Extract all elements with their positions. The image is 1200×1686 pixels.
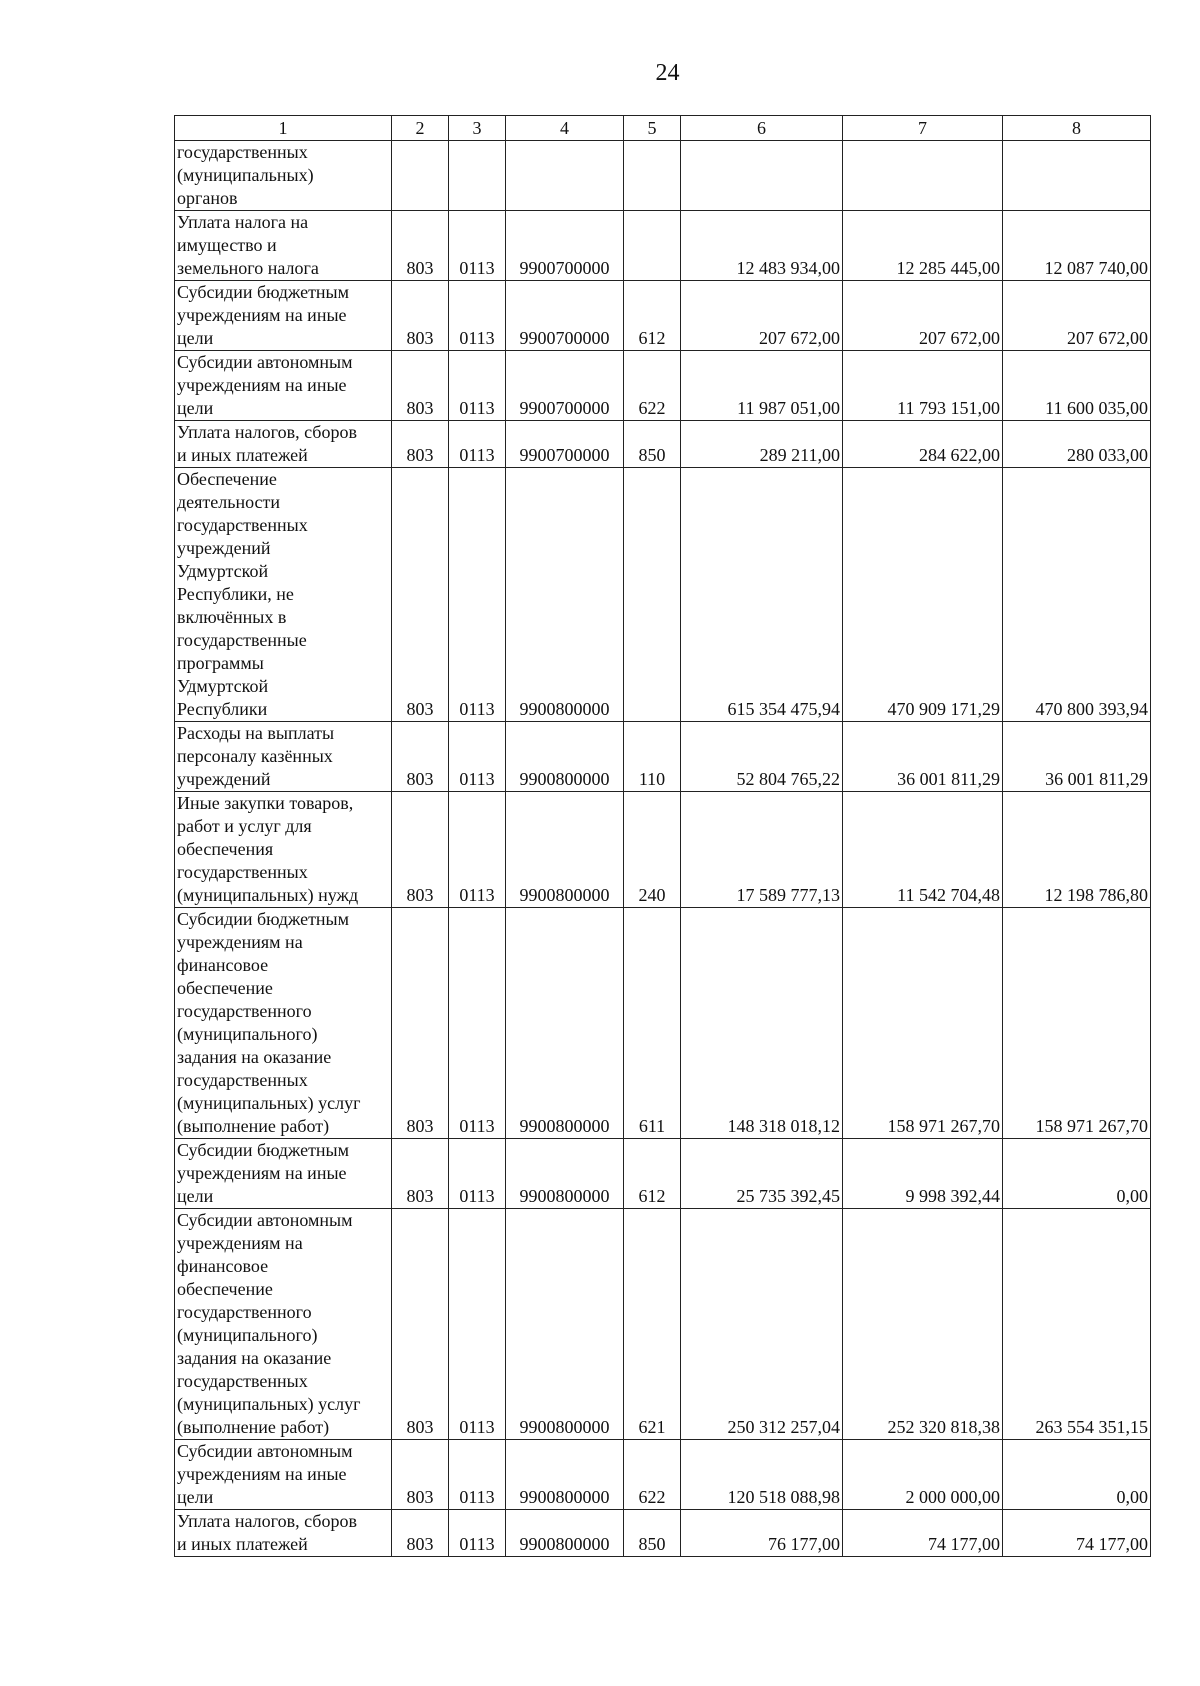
row-name-line: Удмуртской xyxy=(177,561,269,581)
row-name-line: деятельности xyxy=(177,492,281,512)
row-name-line: программы xyxy=(177,653,264,673)
row-name-line: органов xyxy=(177,188,238,208)
row-name-line: государственных xyxy=(177,1371,308,1391)
table-row xyxy=(175,468,1151,722)
column-header: 4 xyxy=(506,116,624,141)
row-name-line: цели xyxy=(177,398,214,418)
amount-col8-cell: 0,00 xyxy=(1003,1440,1151,1510)
table-row xyxy=(175,1510,1151,1557)
target-article-cell: 9900700000 xyxy=(506,281,624,351)
ministry-code-cell: 803 xyxy=(392,468,449,722)
table-body xyxy=(175,141,1151,1557)
amount-col6-cell: 120 518 088,98 xyxy=(681,1440,843,1510)
target-article-cell: 9900800000 xyxy=(506,792,624,908)
table-row xyxy=(175,1440,1151,1510)
expense-type-cell: 612 xyxy=(624,1139,681,1209)
ministry-code-cell: 803 xyxy=(392,1139,449,1209)
row-name-line: Уплата налога на xyxy=(177,212,309,232)
row-name-line: государственных xyxy=(177,862,308,882)
expense-type-cell: 240 xyxy=(624,792,681,908)
row-name-cell xyxy=(175,351,392,421)
row-name-cell xyxy=(175,1209,392,1440)
row-name-line: (муниципальных) услуг xyxy=(177,1394,361,1414)
amount-col8-cell: 12 087 740,00 xyxy=(1003,211,1151,281)
amount-col6-cell: 148 318 018,12 xyxy=(681,908,843,1139)
ministry-code-cell: 803 xyxy=(392,1510,449,1557)
amount-col8-cell xyxy=(1003,141,1151,211)
column-header: 6 xyxy=(681,116,843,141)
expense-type-cell: 612 xyxy=(624,281,681,351)
row-name-line: Республики xyxy=(177,699,268,719)
table-row xyxy=(175,1139,1151,1209)
column-header: 1 xyxy=(175,116,392,141)
table-row xyxy=(175,722,1151,792)
row-name-line: учреждений xyxy=(177,769,271,789)
row-name-cell xyxy=(175,468,392,722)
row-name-line: государственных xyxy=(177,142,308,162)
row-name-line: (муниципального) xyxy=(177,1325,318,1345)
expense-type-cell: 850 xyxy=(624,1510,681,1557)
section-code-cell: 0113 xyxy=(449,1440,506,1510)
section-code-cell: 0113 xyxy=(449,722,506,792)
row-name-line: учреждений xyxy=(177,538,271,558)
section-code-cell: 0113 xyxy=(449,792,506,908)
row-name-line: цели xyxy=(177,1487,214,1507)
amount-col6-cell: 250 312 257,04 xyxy=(681,1209,843,1440)
target-article-cell: 9900800000 xyxy=(506,908,624,1139)
row-name-line: (муниципальных) услуг xyxy=(177,1093,361,1113)
row-name-line: и иных платежей xyxy=(177,1534,308,1554)
row-name-line: Субсидии автономным xyxy=(177,1210,353,1230)
expense-type-cell: 110 xyxy=(624,722,681,792)
target-article-cell: 9900700000 xyxy=(506,351,624,421)
row-name-cell xyxy=(175,722,392,792)
row-name-line: (муниципальных) нужд xyxy=(177,885,359,905)
amount-col8-cell: 11 600 035,00 xyxy=(1003,351,1151,421)
budget-table xyxy=(174,115,1151,1557)
row-name-line: обеспечения xyxy=(177,839,274,859)
amount-col7-cell: 36 001 811,29 xyxy=(843,722,1003,792)
row-name-line: государственных xyxy=(177,1070,308,1090)
section-code-cell: 0113 xyxy=(449,1510,506,1557)
section-code-cell: 0113 xyxy=(449,211,506,281)
row-name-cell xyxy=(175,1510,392,1557)
expense-type-cell: 850 xyxy=(624,421,681,468)
section-code-cell: 0113 xyxy=(449,1139,506,1209)
row-name-cell xyxy=(175,421,392,468)
row-name-cell xyxy=(175,1440,392,1510)
row-name-line: имущество и xyxy=(177,235,277,255)
ministry-code-cell: 803 xyxy=(392,792,449,908)
ministry-code-cell xyxy=(392,141,449,211)
row-name-line: Уплата налогов, сборов xyxy=(177,422,357,442)
row-name-line: учреждениям на xyxy=(177,932,303,952)
amount-col8-cell: 12 198 786,80 xyxy=(1003,792,1151,908)
amount-col8-cell: 207 672,00 xyxy=(1003,281,1151,351)
target-article-cell xyxy=(506,141,624,211)
amount-col6-cell: 207 672,00 xyxy=(681,281,843,351)
amount-col7-cell: 9 998 392,44 xyxy=(843,1139,1003,1209)
expense-type-cell: 622 xyxy=(624,1440,681,1510)
row-name-cell xyxy=(175,1139,392,1209)
row-name-line: учреждениям на xyxy=(177,1233,303,1253)
row-name-line: Обеспечение xyxy=(177,469,277,489)
row-name-line: и иных платежей xyxy=(177,445,308,465)
amount-col8-cell: 0,00 xyxy=(1003,1139,1151,1209)
section-code-cell: 0113 xyxy=(449,468,506,722)
ministry-code-cell: 803 xyxy=(392,351,449,421)
column-header: 3 xyxy=(449,116,506,141)
row-name-line: Субсидии автономным xyxy=(177,352,353,372)
row-name-line: Иные закупки товаров, xyxy=(177,793,354,813)
ministry-code-cell: 803 xyxy=(392,421,449,468)
row-name-line: включённых в xyxy=(177,607,287,627)
ministry-code-cell: 803 xyxy=(392,211,449,281)
table-row xyxy=(175,792,1151,908)
table-row xyxy=(175,908,1151,1139)
row-name-line: цели xyxy=(177,328,214,348)
amount-col7-cell: 158 971 267,70 xyxy=(843,908,1003,1139)
row-name-line: Расходы на выплаты xyxy=(177,723,335,743)
target-article-cell: 9900700000 xyxy=(506,421,624,468)
amount-col8-cell: 280 033,00 xyxy=(1003,421,1151,468)
row-name-line: цели xyxy=(177,1186,214,1206)
row-name-line: Субсидии автономным xyxy=(177,1441,353,1461)
target-article-cell: 9900800000 xyxy=(506,1209,624,1440)
target-article-cell: 9900800000 xyxy=(506,1440,624,1510)
expense-type-cell xyxy=(624,211,681,281)
ministry-code-cell: 803 xyxy=(392,281,449,351)
table-row xyxy=(175,211,1151,281)
row-name-line: государственные xyxy=(177,630,307,650)
amount-col7-cell: 11 793 151,00 xyxy=(843,351,1003,421)
row-name-line: Уплата налогов, сборов xyxy=(177,1511,357,1531)
amount-col7-cell: 74 177,00 xyxy=(843,1510,1003,1557)
table-row xyxy=(175,351,1151,421)
target-article-cell: 9900800000 xyxy=(506,1139,624,1209)
row-name-line: обеспечение xyxy=(177,978,273,998)
row-name-cell xyxy=(175,908,392,1139)
row-name-cell xyxy=(175,281,392,351)
row-name-line: персоналу казённых xyxy=(177,746,333,766)
amount-col7-cell: 252 320 818,38 xyxy=(843,1209,1003,1440)
row-name-line: учреждениям на иные xyxy=(177,375,347,395)
row-name-line: (выполнение работ) xyxy=(177,1116,330,1136)
row-name-line: задания на оказание xyxy=(177,1348,332,1368)
expense-type-cell xyxy=(624,468,681,722)
target-article-cell: 9900800000 xyxy=(506,1510,624,1557)
row-name-line: государственного xyxy=(177,1001,312,1021)
row-name-line: работ и услуг для xyxy=(177,816,312,836)
section-code-cell: 0113 xyxy=(449,281,506,351)
row-name-line: государственных xyxy=(177,515,308,535)
amount-col6-cell: 615 354 475,94 xyxy=(681,468,843,722)
column-header: 5 xyxy=(624,116,681,141)
table-row xyxy=(175,1209,1151,1440)
target-article-cell: 9900700000 xyxy=(506,211,624,281)
amount-col6-cell: 25 735 392,45 xyxy=(681,1139,843,1209)
column-header: 8 xyxy=(1003,116,1151,141)
row-name-line: обеспечение xyxy=(177,1279,273,1299)
ministry-code-cell: 803 xyxy=(392,1440,449,1510)
row-name-line: (муниципальных) xyxy=(177,165,314,185)
column-header: 2 xyxy=(392,116,449,141)
header-row xyxy=(175,116,1151,141)
row-name-line: Субсидии бюджетным xyxy=(177,1140,350,1160)
amount-col7-cell xyxy=(843,141,1003,211)
amount-col7-cell: 284 622,00 xyxy=(843,421,1003,468)
amount-col8-cell: 36 001 811,29 xyxy=(1003,722,1151,792)
section-code-cell: 0113 xyxy=(449,1209,506,1440)
amount-col7-cell: 11 542 704,48 xyxy=(843,792,1003,908)
section-code-cell xyxy=(449,141,506,211)
target-article-cell: 9900800000 xyxy=(506,468,624,722)
row-name-line: задания на оказание xyxy=(177,1047,332,1067)
row-name-line: учреждениям на иные xyxy=(177,305,347,325)
column-header: 7 xyxy=(843,116,1003,141)
amount-col7-cell: 12 285 445,00 xyxy=(843,211,1003,281)
table-row xyxy=(175,281,1151,351)
row-name-line: земельного налога xyxy=(177,258,319,278)
row-name-line: финансовое xyxy=(177,1256,269,1276)
row-name-line: Удмуртской xyxy=(177,676,269,696)
amount-col6-cell: 52 804 765,22 xyxy=(681,722,843,792)
row-name-cell xyxy=(175,141,392,211)
ministry-code-cell: 803 xyxy=(392,1209,449,1440)
row-name-cell xyxy=(175,211,392,281)
row-name-cell xyxy=(175,792,392,908)
amount-col7-cell: 207 672,00 xyxy=(843,281,1003,351)
amount-col6-cell xyxy=(681,141,843,211)
amount-col8-cell: 158 971 267,70 xyxy=(1003,908,1151,1139)
expense-type-cell xyxy=(624,141,681,211)
table-row xyxy=(175,421,1151,468)
row-name-line: Субсидии бюджетным xyxy=(177,909,350,929)
row-name-line: Республики, не xyxy=(177,584,294,604)
row-name-line: (выполнение работ) xyxy=(177,1417,330,1437)
amount-col8-cell: 470 800 393,94 xyxy=(1003,468,1151,722)
amount-col6-cell: 12 483 934,00 xyxy=(681,211,843,281)
expense-type-cell: 621 xyxy=(624,1209,681,1440)
amount-col6-cell: 11 987 051,00 xyxy=(681,351,843,421)
amount-col6-cell: 17 589 777,13 xyxy=(681,792,843,908)
row-name-line: учреждениям на иные xyxy=(177,1163,347,1183)
row-name-line: (муниципального) xyxy=(177,1024,318,1044)
section-code-cell: 0113 xyxy=(449,908,506,1139)
ministry-code-cell: 803 xyxy=(392,908,449,1139)
section-code-cell: 0113 xyxy=(449,351,506,421)
row-name-line: учреждениям на иные xyxy=(177,1464,347,1484)
expense-type-cell: 622 xyxy=(624,351,681,421)
row-name-line: государственного xyxy=(177,1302,312,1322)
amount-col6-cell: 76 177,00 xyxy=(681,1510,843,1557)
amount-col6-cell: 289 211,00 xyxy=(681,421,843,468)
page-number: 24 xyxy=(655,60,680,86)
amount-col7-cell: 2 000 000,00 xyxy=(843,1440,1003,1510)
expense-type-cell: 611 xyxy=(624,908,681,1139)
amount-col8-cell: 263 554 351,15 xyxy=(1003,1209,1151,1440)
target-article-cell: 9900800000 xyxy=(506,722,624,792)
section-code-cell: 0113 xyxy=(449,421,506,468)
row-name-line: Субсидии бюджетным xyxy=(177,282,350,302)
table-row xyxy=(175,141,1151,211)
amount-col8-cell: 74 177,00 xyxy=(1003,1510,1151,1557)
amount-col7-cell: 470 909 171,29 xyxy=(843,468,1003,722)
row-name-line: финансовое xyxy=(177,955,269,975)
ministry-code-cell: 803 xyxy=(392,722,449,792)
